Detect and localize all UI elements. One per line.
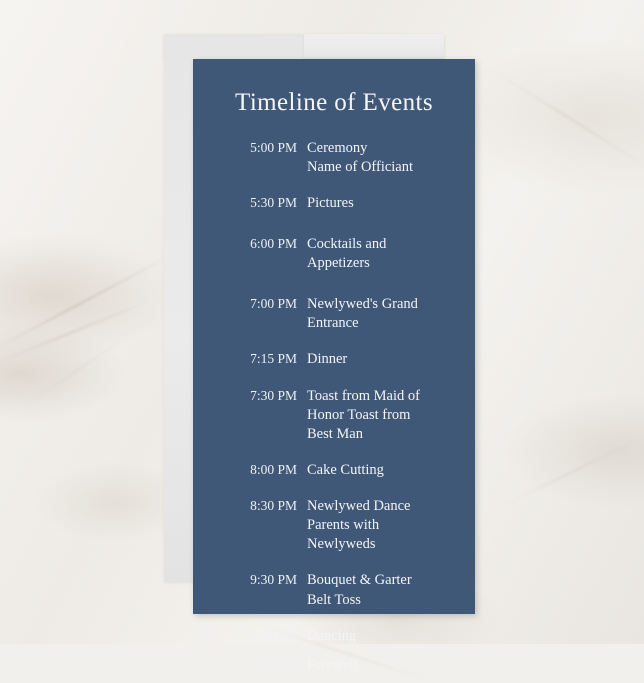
marble-vein: [22, 329, 139, 408]
list-item: [233, 497, 457, 554]
event-time: 10:00 PM: [243, 627, 297, 643]
event-time: 5:30 PM: [250, 194, 297, 210]
list-item: [233, 571, 457, 609]
event-time: 5:00 PM: [250, 139, 297, 155]
marble-vein: [502, 435, 644, 507]
event-time: 8:00 PM: [250, 461, 297, 477]
list-item: [233, 656, 457, 675]
event-time: 9:30 PM: [250, 572, 297, 588]
event-time: 11:00 PM: [243, 656, 297, 672]
event-description: [307, 235, 457, 273]
list-item: [233, 350, 457, 369]
event-description: [307, 350, 457, 369]
event-description: [307, 387, 457, 444]
event-line-1: Newlywed's Grand: [307, 296, 418, 313]
event-line-2: Parents with: [307, 517, 380, 534]
list-item: [233, 139, 457, 177]
event-time: 7:15 PM: [250, 351, 297, 367]
event-line-3: Newlyweds: [307, 536, 376, 553]
backing-paper-right: [304, 34, 444, 58]
event-line-2: Belt Toss: [307, 591, 361, 608]
event-line-1: Dinner: [307, 351, 348, 368]
list-item: [233, 194, 457, 213]
list-item: [233, 295, 457, 333]
event-description: [307, 656, 457, 675]
event-description: [307, 194, 457, 213]
list-item: [233, 387, 457, 444]
event-time: 7:30 PM: [250, 387, 297, 403]
event-line-1: Bouquet & Garter: [307, 572, 412, 589]
event-line-1: Pictures: [307, 194, 354, 211]
page-title: Timeline of Events: [235, 89, 433, 116]
event-line-1: Farewell: [307, 656, 358, 673]
event-description: [307, 571, 457, 609]
marble-vein: [0, 298, 154, 363]
event-line-1: Newlywed Dance: [307, 498, 411, 514]
event-description: [307, 461, 457, 480]
event-line-2: Appetizers: [307, 255, 370, 271]
marble-vein: [0, 251, 178, 351]
event-description: [307, 627, 457, 646]
marble-vein: [489, 67, 644, 175]
event-line-2: Entrance: [307, 315, 359, 332]
event-line-1: Toast from Maid of: [307, 387, 420, 404]
event-time: 7:00 PM: [250, 296, 297, 312]
event-line-1: Dancing: [307, 627, 357, 644]
event-time: 6:00 PM: [250, 235, 297, 251]
event-line-2: Honor Toast from: [307, 406, 411, 423]
event-description: [307, 497, 457, 554]
event-description: [307, 295, 457, 333]
list-item: [233, 235, 457, 273]
schedule-list: [211, 139, 457, 675]
event-time: 8:30 PM: [250, 498, 297, 513]
event-description: [307, 139, 457, 177]
event-line-3: Best Man: [307, 425, 363, 442]
event-line-1: Cocktails and: [307, 235, 387, 252]
event-line-2: Name of Officiant: [307, 158, 414, 175]
event-line-1: Ceremony: [307, 139, 368, 156]
list-item: [233, 627, 457, 646]
list-item: [233, 461, 457, 480]
timeline-card: [193, 59, 475, 673]
event-line-1: Cake Cutting: [307, 461, 384, 478]
